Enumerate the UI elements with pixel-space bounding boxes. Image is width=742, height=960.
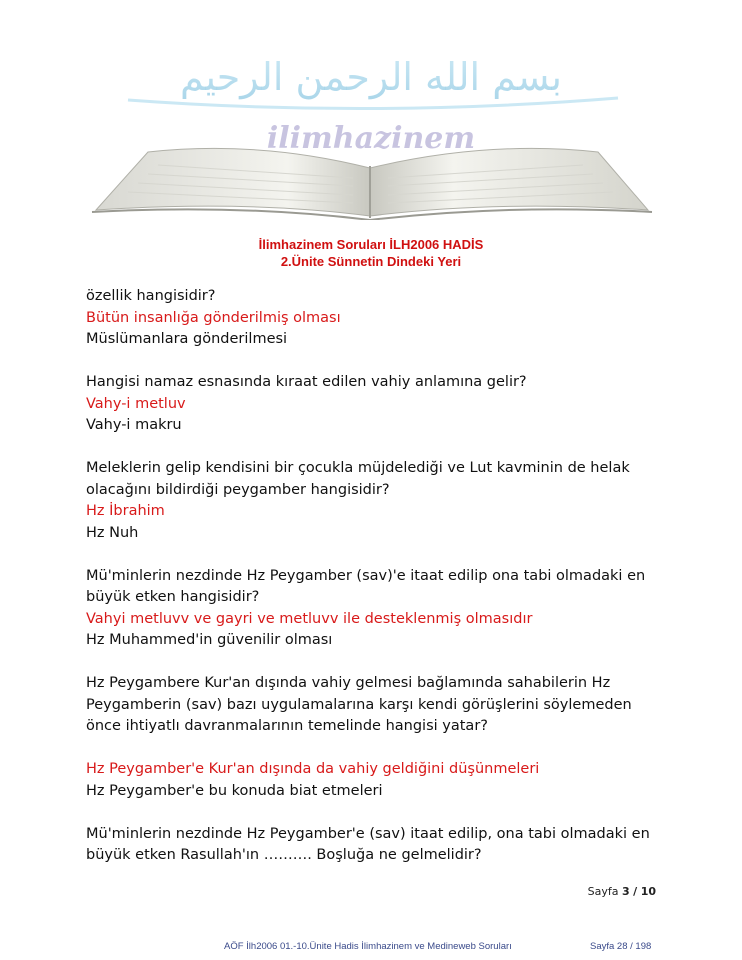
document-header <box>0 236 742 270</box>
question-text: Peygamberin (sav) bazı uygulamalarına karşı kendi görüşlerini söylemeden <box>86 696 632 713</box>
watermark-text: ilimhazinem <box>266 121 476 156</box>
question-text: büyük etken hangisidir? <box>86 589 260 605</box>
page-number <box>588 885 656 898</box>
page-total: 10 <box>640 885 656 898</box>
header-title-line: İlimhazinem Soruları İLH2006 HADİS <box>258 237 484 252</box>
banner-image <box>88 40 654 220</box>
question-block <box>86 458 666 544</box>
question-block <box>86 286 666 351</box>
question-block <box>86 824 666 867</box>
distractor-answer: Hz Nuh <box>86 524 139 541</box>
correct-answer: Bütün insanlığa gönderilmiş olması <box>86 309 341 326</box>
correct-answer: Hz İbrahim <box>86 503 165 519</box>
question-text: Hz Peygambere Kur'an dışında vahiy gelmesi bağlamında sahabilerin Hz <box>86 675 611 691</box>
calligraphy <box>128 55 618 109</box>
calligraphy-text: بسم الله الرحمن الرحيم <box>180 55 562 99</box>
question-text: olacağını bildirdiği peygamber hangisidir? <box>86 481 390 498</box>
question-list <box>86 286 666 867</box>
distractor-answer: Vahy-i makru <box>86 417 182 433</box>
correct-answer: Vahyi metluvv ve gayri ve metluvv ile desteklenmiş olmasıdır <box>86 610 533 627</box>
question-text: Meleklerin gelip kendisini bir çocukla müjdelediği ve Lut kavminin de helak <box>86 460 630 476</box>
question-text: Mü'minlerin nezdinde Hz Peygamber'e (sav) itaat edilip, ona tabi olmadaki en <box>86 825 650 842</box>
question-block <box>86 566 666 652</box>
question-text: özellik hangisidir? <box>86 288 216 304</box>
page-separator: / <box>633 885 638 898</box>
question-text: önce ihtiyatlı davranmalarının temelinde hangisi yatar? <box>86 718 488 734</box>
question-block <box>86 372 666 437</box>
question-text: büyük etken Rasullah'ın ………. Boşluğa ne gelmelidir? <box>86 847 482 863</box>
footer-page: Sayfa 28 / 198 <box>590 941 652 952</box>
footer-source: AÖF İlh2006 01.-10.Ünite Hadis İlimhazinem ve Medineweb Soruları <box>224 941 512 952</box>
distractor-answer: Hz Muhammed'in güvenilir olması <box>86 632 333 648</box>
correct-answer: Hz Peygamber'e Kur'an dışında da vahiy geldiğini düşünmeleri <box>86 761 540 777</box>
page-label: Sayfa <box>587 885 619 898</box>
question-text: Mü'minlerin nezdinde Hz Peygamber (sav)'e itaat edilip ona tabi olmadaki en <box>86 567 646 584</box>
distractor-answer: Müslümanlara gönderilmesi <box>86 331 288 347</box>
question-block <box>86 673 666 802</box>
header-subtitle-line: 2.Ünite Sünnetin Dindeki Yeri <box>280 254 462 269</box>
correct-answer: Vahy-i metluv <box>86 395 186 412</box>
distractor-answer: Hz Peygamber'e bu konuda biat etmeleri <box>86 782 383 799</box>
question-text: Hangisi namaz esnasında kıraat edilen vahiy anlamına gelir? <box>86 374 527 390</box>
open-book-icon <box>92 148 652 220</box>
page-current: 3 <box>622 885 630 898</box>
